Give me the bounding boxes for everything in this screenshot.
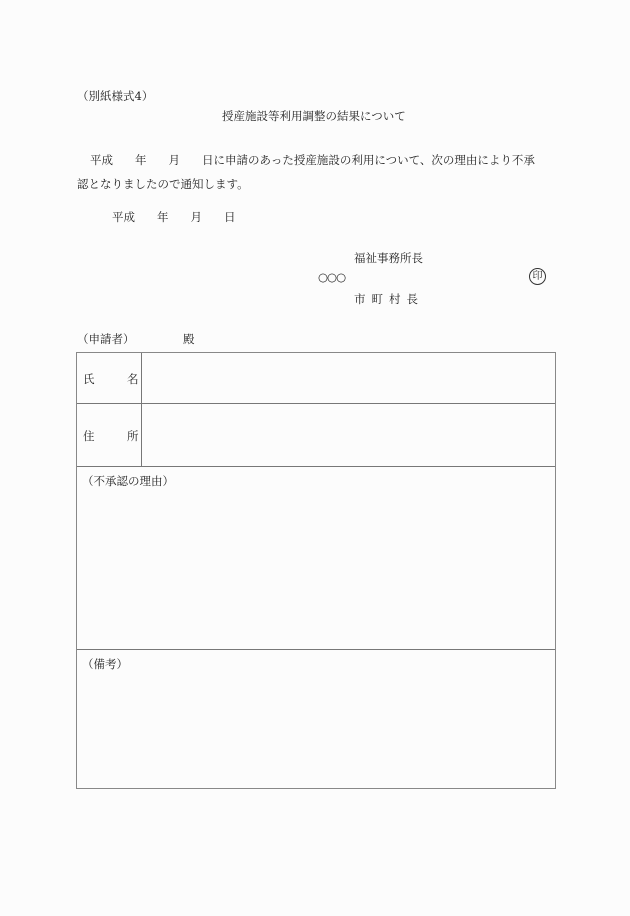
name-label-1: 氏 xyxy=(83,372,95,386)
notice-text-line1: に申請のあった授産施設の利用について、次の理由により不承 xyxy=(213,153,535,167)
month-label: 月 xyxy=(168,153,180,167)
form-id: （別紙様式4） xyxy=(77,89,154,103)
name-label-cell xyxy=(77,353,142,403)
date-month-label: 月 xyxy=(190,210,202,224)
applicant-table xyxy=(76,352,556,789)
name-row xyxy=(77,353,555,404)
remarks-section xyxy=(77,650,555,788)
era: 平成 xyxy=(90,153,113,167)
name-label-2: 名 xyxy=(127,372,139,386)
honorific: 殿 xyxy=(183,332,195,346)
address-label-cell xyxy=(77,404,142,466)
notice-text-line2: 認となりましたので通知します。 xyxy=(77,177,249,191)
applicant-label: （申請者） xyxy=(77,332,135,346)
address-label-2: 所 xyxy=(127,429,139,443)
remarks-label: （備考） xyxy=(82,657,128,671)
reason-label: （不承認の理由） xyxy=(82,474,174,488)
date-day-label: 日 xyxy=(224,210,236,224)
year-label: 年 xyxy=(135,153,147,167)
notice-paragraph xyxy=(77,148,567,196)
issuer-placeholder: ○○○ xyxy=(318,270,346,284)
day-label: 日 xyxy=(202,153,214,167)
date-year-label: 年 xyxy=(157,210,169,224)
address-row xyxy=(77,404,555,467)
issuer-mayor: 市町村長 xyxy=(354,292,424,306)
reason-section xyxy=(77,467,555,650)
seal-icon: 印 xyxy=(529,268,546,285)
document-title: 授産施設等利用調整の結果について xyxy=(222,109,406,123)
issue-date xyxy=(112,209,236,225)
address-label-1: 住 xyxy=(83,429,95,443)
date-era: 平成 xyxy=(112,210,135,224)
issuer-office: 福祉事務所長 xyxy=(354,251,423,265)
